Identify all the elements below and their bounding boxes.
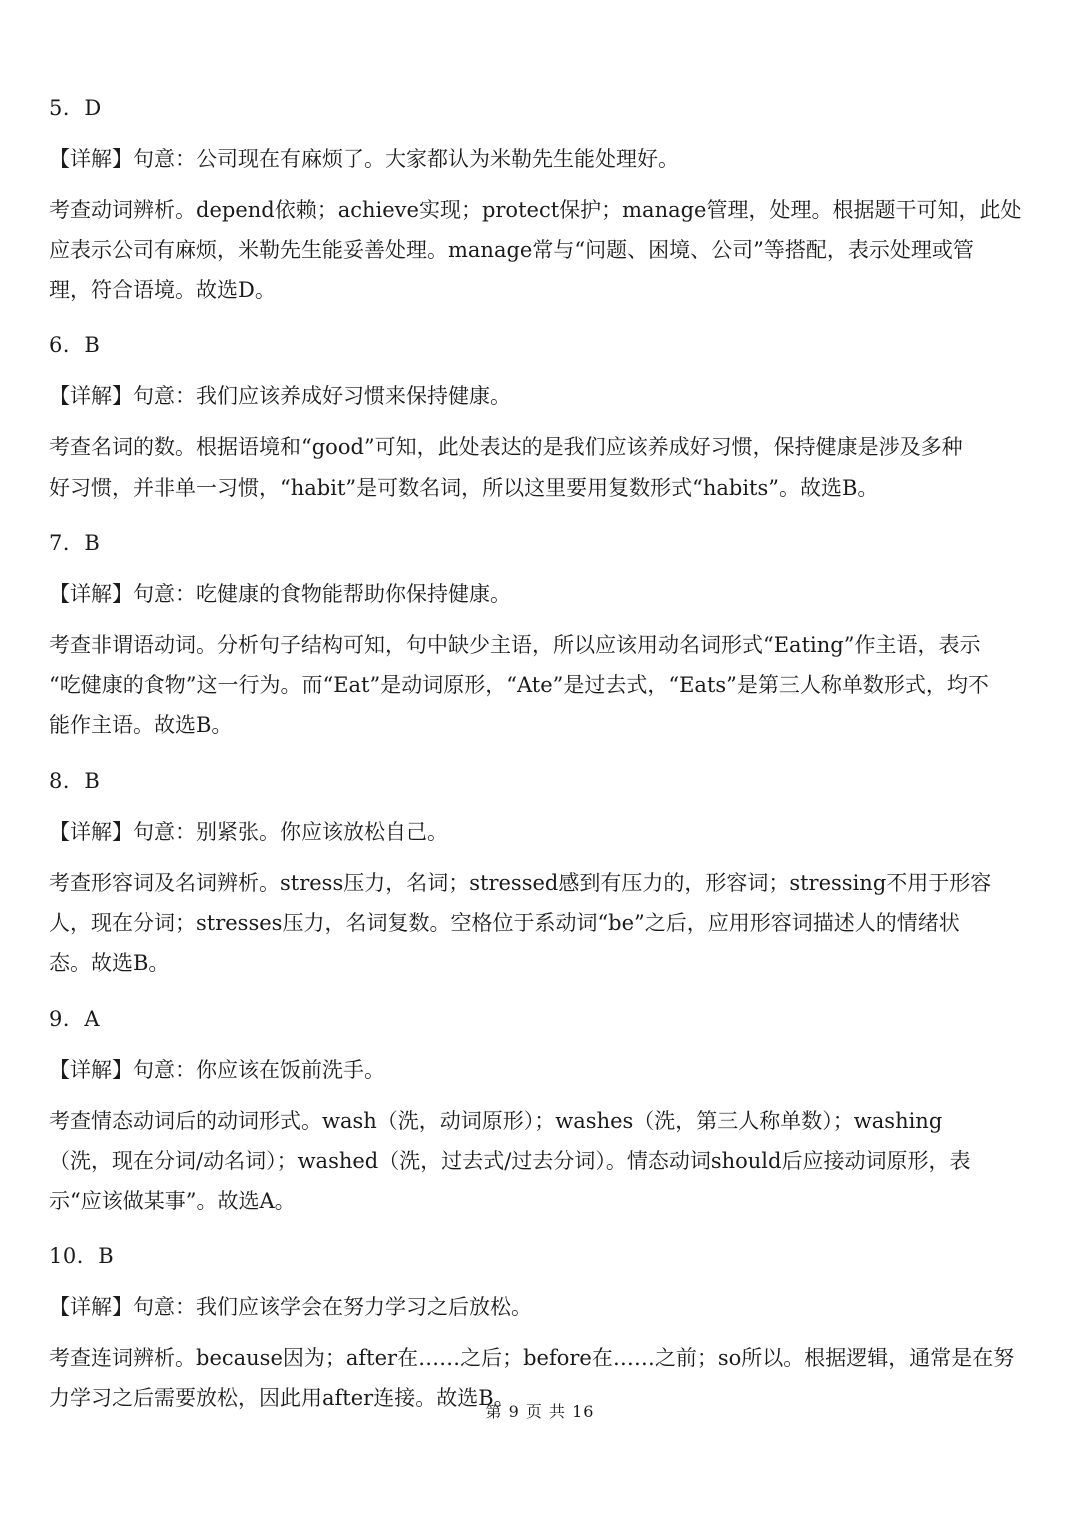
analysis-5-line-3: 理，符合语境。故选D。 — [49, 278, 276, 302]
detail-7: 【详解】句意：吃健康的食物能帮助你保持健康。 — [49, 582, 511, 606]
analysis-9-line-3: 示“应该做某事”。故选A。 — [49, 1189, 296, 1213]
analysis-8-line-3: 态。故选B。 — [49, 951, 170, 975]
analysis-10-line-2: 力学习之后需要放松，因此用after连接。故选B。 — [49, 1386, 515, 1410]
analysis-8-line-2: 人，现在分词；stresses压力，名词复数。空格位于系动词“be”之后，应用形容词描述人的情绪状 — [49, 911, 960, 935]
detail-10: 【详解】句意：我们应该学会在努力学习之后放松。 — [49, 1295, 532, 1319]
answer-5: 5．D — [49, 96, 102, 120]
page-footer: 第 9 页 共 16 — [485, 1402, 595, 1421]
detail-9: 【详解】句意：你应该在饭前洗手。 — [49, 1058, 385, 1082]
answer-7: 7．B — [49, 531, 101, 555]
answer-6: 6．B — [49, 333, 101, 357]
analysis-9-line-1: 考查情态动词后的动词形式。wash（洗，动词原形）；washes（洗，第三人称单数）；washing — [49, 1109, 943, 1133]
analysis-5-line-2: 应表示公司有麻烦，米勒先生能妥善处理。manage常与“问题、困境、公司”等搭配，表示处理或管 — [49, 238, 974, 262]
answer-8: 8．B — [49, 769, 101, 793]
answer-9: 9．A — [49, 1007, 101, 1031]
detail-5: 【详解】句意：公司现在有麻烦了。大家都认为米勒先生能处理好。 — [49, 147, 679, 171]
detail-8: 【详解】句意：别紧张。你应该放松自己。 — [49, 820, 448, 844]
analysis-6-line-2: 好习惯，并非单一习惯，“habit”是可数名词，所以这里要用复数形式“habits”。故选B。 — [49, 476, 879, 500]
analysis-7-line-1: 考查非谓语动词。分析句子结构可知，句中缺少主语，所以应该用动名词形式“Eating”作主语，表示 — [49, 633, 981, 657]
analysis-9-line-2: （洗，现在分词/动名词）；washed（洗，过去式/过去分词）。情态动词should后应接动词原形，表 — [49, 1149, 971, 1173]
detail-6: 【详解】句意：我们应该养成好习惯来保持健康。 — [49, 384, 511, 408]
analysis-5-line-1: 考查动词辨析。depend依赖；achieve实现；protect保护；manage管理，处理。根据题干可知，此处 — [49, 198, 1022, 222]
analysis-7-line-2: “吃健康的食物”这一行为。而“Eat”是动词原形，“Ate”是过去式，“Eats”是第三人称单数形式，均不 — [49, 673, 989, 697]
analysis-10-line-1: 考查连词辨析。because因为；after在……之后；before在……之前；so所以。根据逻辑，通常是在努 — [49, 1346, 1015, 1370]
analysis-7-line-3: 能作主语。故选B。 — [49, 713, 233, 737]
analysis-8-line-1: 考查形容词及名词辨析。stress压力，名词；stressed感到有压力的，形容词；stressing不用于形容 — [49, 871, 992, 895]
analysis-6-line-1: 考查名词的数。根据语境和“good”可知，此处表达的是我们应该养成好习惯，保持健康是涉及多种 — [49, 435, 963, 459]
answer-10: 10．B — [49, 1244, 115, 1268]
